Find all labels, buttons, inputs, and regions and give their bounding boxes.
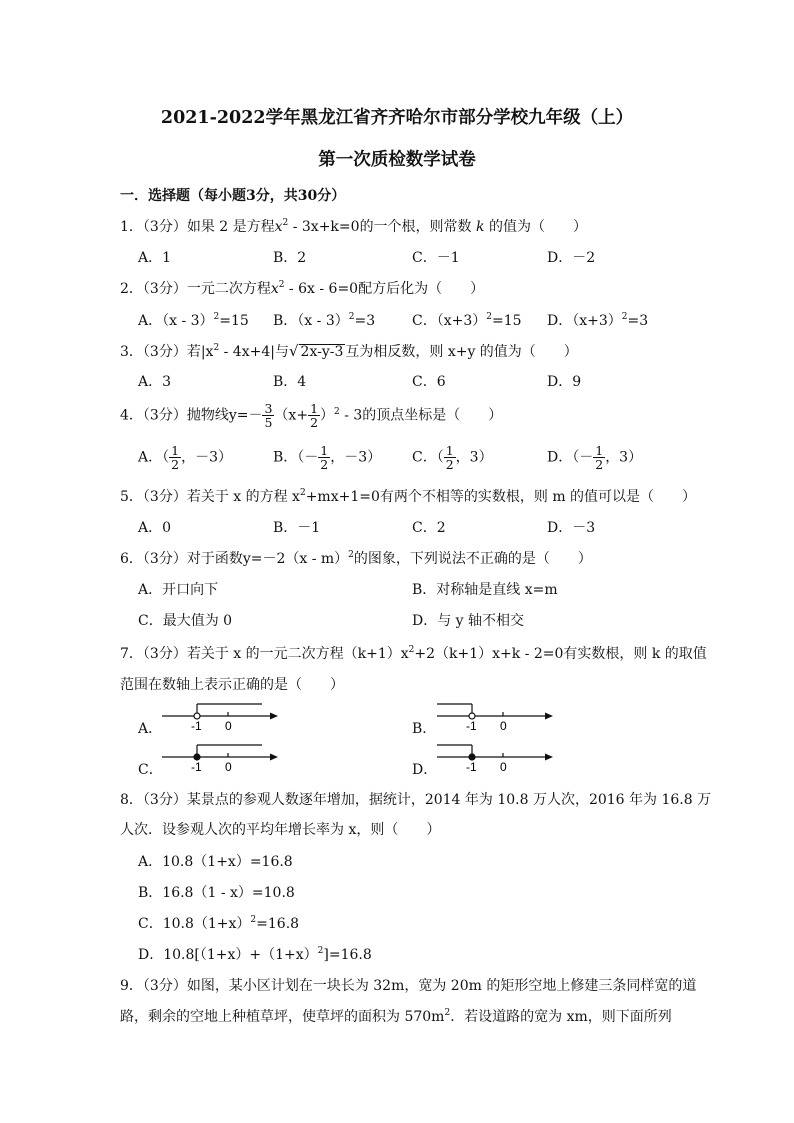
question-7: 7．（3分）若关于 x 的一元二次方程$(k+1)x^2+2(k+1)x+k - 2=0$有实数根，则 k 的取值 (120, 645, 707, 662)
q5-option-c: C．2 (412, 520, 446, 536)
q7-option-d-label: D． (412, 762, 438, 778)
q1-option-c: C．－1 (412, 250, 460, 266)
tick-label-neg1: -1 (191, 719, 202, 733)
q6-option-b: B．对称轴是直线 x=m (412, 582, 558, 598)
question-1: 1．（3分）如果 2 是方程$x^2 - 3x+k=0$的一个根，则常数 k 的值为（ ） (120, 218, 587, 235)
q7-option-c-label: C． (138, 762, 163, 778)
q4-option-c: C．（ $\frac{1}{2}$ ，3） (412, 443, 493, 473)
page-subtitle: 第一次质检数学试卷 (318, 150, 476, 170)
q4-option-b: B．（－ $\frac{1}{2}$ ，－3） (273, 443, 382, 473)
q8-option-c: C．$10.8(1+x)^2=16.8$ (138, 915, 300, 932)
q5-option-a: A．0 (138, 520, 172, 536)
tick-label-neg1: -1 (466, 760, 477, 774)
q6-option-a: A．开口向下 (138, 582, 219, 598)
q2-option-d: D．$(x+3)^2=3$ (547, 312, 649, 329)
tick-label-neg1: -1 (191, 760, 202, 774)
q2-option-b: B．（x - 3）$^2$=3 (273, 312, 376, 329)
q4-option-a: A．（ $\frac{1}{2}$ ，－3） (138, 443, 232, 473)
q6-option-c: C．最大值为 0 (138, 613, 233, 629)
q1-option-a: A．1 (138, 250, 172, 266)
radicand: 2x-y-3 (300, 344, 344, 360)
fraction-3-5: $\frac{3}{5}$ (264, 401, 273, 431)
tick-label-0: 0 (500, 719, 507, 733)
tick-label-0: 0 (225, 719, 232, 733)
q8-option-b: B．16.8（1 - x）=10.8 (138, 885, 295, 901)
sqrt-sign-icon: √ (288, 342, 299, 360)
question-6: 6．（3分）对于函数y=－2（x - m）$^2$的图象，下列说法不正确的是（ ） (120, 550, 592, 567)
q3-option-b: B．4 (273, 374, 307, 390)
q4-option-d: D．（－ $\frac{1}{2}$ ，3） (547, 443, 643, 473)
q8-option-d: D．$10.8[(1+x)+(1+x)^2]=16.8$ (138, 946, 372, 963)
question-4: 4．（3分）抛物线y=－ $\frac{3}{5}$ （x+ $\frac{1}{2}$ ）$^2$ - 3的顶点坐标是（ ） (120, 401, 503, 431)
question-9: 9．（3分）如图，某小区计划在一块长为 32m，宽为 20m 的矩形空地上修建三条同样宽的道 (120, 978, 697, 994)
q1-option-d: D．－2 (547, 250, 596, 266)
fraction-1-2: $\frac{1}{2}$ (310, 401, 319, 431)
q2-option-c: C．$(x+3)^2=15$ (412, 312, 522, 329)
q7-number-line-c (160, 741, 280, 789)
question-7-line2: 范围在数轴上表示正确的是（ ） (120, 677, 344, 693)
section-heading: 一．选择题（每小题3分，共30分） (120, 188, 346, 204)
question-8: 8．（3分）某景点的参观人数逐年增加，据统计，2014 年为 10.8 万人次，2016 年为 16.8 万 (120, 792, 712, 808)
tick-label-0: 0 (500, 760, 507, 774)
tick-label-0: 0 (225, 760, 232, 774)
q7-number-line-d (435, 741, 555, 789)
question-8-line2: 人次．设参观人次的平均年增长率为 x，则（ ） (120, 822, 441, 838)
question-9-line2: 路，剩余的空地上种植草坪，使草坪的面积为 $570m^2$．若设道路的宽为 xm，则下面所列 (120, 1008, 672, 1025)
q5-option-b: B．－1 (273, 520, 321, 536)
q1-option-b: B．2 (273, 250, 307, 266)
q3-option-a: A．3 (138, 374, 172, 390)
q7-option-b-label: B． (412, 721, 437, 737)
q5-option-d: D．－3 (547, 520, 596, 536)
tick-label-neg1: -1 (466, 719, 477, 733)
question-2: 2．（3分）一元二次方程$x^2 - 6x - 6=0$配方后化为（ ） (120, 280, 485, 297)
q8-option-a: A．10.8（1+x）=16.8 (138, 854, 293, 870)
q3-option-c: C．6 (412, 374, 446, 390)
q6-option-d: D．与 y 轴不相交 (412, 613, 525, 629)
question-5: 5．（3分）若关于 x 的方程 $x^2+mx+1=0$有两个不相等的实数根，则 m 的值可以是（ ） (120, 488, 697, 505)
q3-option-d: D．9 (547, 374, 582, 390)
q2-option-a: A．（x - 3）$^2$=15 (138, 312, 249, 329)
question-3: 3．（3分）若$|x^2 - 4x+4|$与√ 2x-y-3 互为相反数，则 x+y 的值为（ ） (120, 342, 578, 360)
page-title: 2021-2022学年黑龙江省齐齐哈尔市部分学校九年级（上） (160, 108, 634, 128)
q7-option-a-label: A． (138, 721, 163, 737)
